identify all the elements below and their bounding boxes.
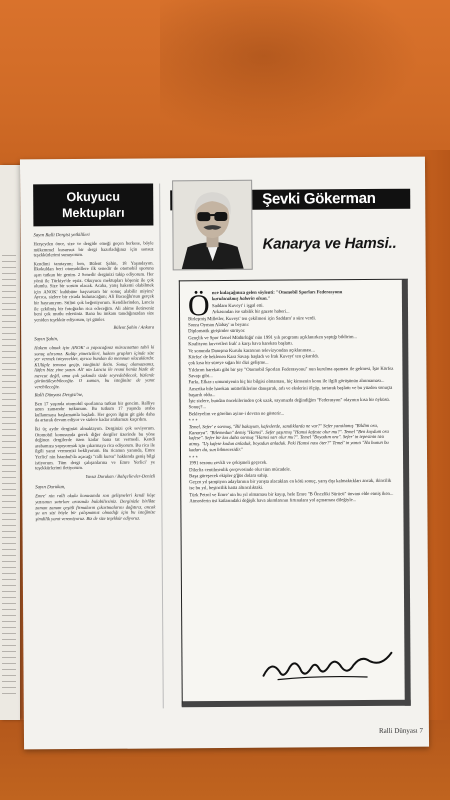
- previous-page-edge: [0, 165, 20, 720]
- author-name: Şevki Gökerman: [262, 189, 376, 208]
- article-line: Atmosferin üst katlarındaki değişik hava akımlarının fırtınalara yol açmaması dileğiyle...: [189, 498, 357, 505]
- article-line: Türk Petrol ve Emre' nin bu yıl olmaması bir kayıp, hele Emre "B Önceliki Sürücü" ünvanı elde etmiş iken...: [189, 491, 394, 498]
- column-divider: [159, 183, 164, 708]
- readers-letters-column: [33, 183, 157, 714]
- article-line: Diplomatik girişimler sürüyor.: [188, 329, 246, 335]
- previous-page-text-lines: [2, 255, 16, 695]
- article-line: Ve sonunda Danışma Kurulu kararının televizyondan açıklanması...: [188, 348, 315, 354]
- article-line: Sonuç?...: [188, 405, 207, 411]
- article-box: [179, 279, 411, 708]
- letter1-greeting: Sayın Ralli Dergisi yetkilileri: [33, 232, 90, 239]
- article-line: Birleşmiş Milletler, Kuveyt' ten çekilmesi için Saddam' a süre verdi.: [188, 315, 316, 322]
- article-line: Körfez' de beklenen Kara Savaşı başladı ve Irak Kuveyt' ten çıkarıldı.: [188, 354, 320, 361]
- article-line: Koalisyon kuvvetleri Irak' a karşı hava harekatı başlattı.: [188, 341, 293, 348]
- article-body: [188, 290, 394, 506]
- article-line: Dilerliz centilmenlik çerçevesinde olur tüm mücadele.: [189, 467, 291, 473]
- article-title: Kanarya ve Hamsi..: [262, 234, 397, 253]
- letter2-paragraph: İki üç aydır derginizi almaktayım. Derginizi çok seviyorum. Otomobil konusunda gerek diğer dergiler üzerinde bu yöne değinen dergilerde özen kadar bana tat vermedi. Kendi arabamıza yapıyormak için çıkarmaya rica ediyorum. Bu rica ile ilgili yanıt vermenizi bekliyorum. Bu ricamın yanında, Emre Yerlici' nin İstanbul'da açacağı "ralli kursu" hakkında geniş bilgi istiyorum. Tüm dergi çalışanlarına ve Emre Yerlici' ye teşekkürlerimi iletiyorum.: [34, 425, 156, 471]
- background-shadow: [160, 0, 420, 140]
- article-line: Gençlik ve Spor Genel Müdürlüğü' nün 1991 yılı programı açıklanırken yaptığı bildirim...: [188, 334, 358, 342]
- article-line: çok kısa bir süreye sığan bir dizi gelişme...: [188, 361, 269, 367]
- reply2-text: Emre' nin ralli okulu konusunda son gelişmeleri kendi köşe yazısının satırları arasında bulabilirsiniz. Derginizle birlikte zaman zaman çeşitli firmaların çıkartmalarını dağıtırız, ancak şu an sizi böyle bir çalışmamız olmadığı için bu isteğinize şimdilik yanıt veremiyoruz. Biz de size teşekkür ediyoruz.: [35, 492, 156, 522]
- article-line: Amerika bile harekatı müttefiklerine danışarak, arlı ve ekslerini ölçüp, tartarak başlattı ve bu yüzden sonuçta başarılı oldu...: [188, 385, 393, 398]
- portrait-illustration: [173, 181, 252, 270]
- reply2-greeting: Sayın Durukan,: [35, 485, 66, 491]
- section-separator: * * *: [188, 418, 198, 425]
- author-signature: [257, 645, 397, 686]
- article-line: Başa güreşecek ekipler g'ğüs dolara sahip.: [189, 473, 269, 480]
- magazine-page: [20, 157, 429, 750]
- drop-cap: Ö: [187, 289, 210, 323]
- letter1-paragraph: Herşeyden önce, size ve dergide emeği geçen herkese, böyle mükemmel kusursuz bir dergi hazırladığınız için sonsuz teşekkürlerimi sunuyorum.: [33, 240, 154, 258]
- page-footer: Ralli Dünyası 7: [378, 726, 423, 735]
- article-line: Yıldırım harekatı gibi bir şey "Otomobil Sporları Federasyonu" nun kurulma aşaması ile gelmesi, İşte Körfez Savaşı gibi...: [188, 366, 394, 380]
- reply1-greeting: Sayın Şahin,: [34, 337, 59, 343]
- letter1-paragraph: Kendimi tanıtayım; ben, Bülent Şahin, 18 Yaşındayım. İlkokuldan beri otomobillere ilk senedir de otomobil sporuna aşırı tutkun bir genim. 2 Senedir derginizi takip ediyorum. Her yönü ile Türkiye'de eşsiz. Okuyucu mektupları köşeniz ile çok olumlu. Size bir sorum olacak. Acaba, yarış hakemi olabilmek için ANOK' kulübüne başvursam bir sonuç alabilir miyim? Ayrıca, sizlere bir ricada bulunacağım; Ali Bacıoğlu'nun gerçek bir hayranıyım. Stilini çok beğeniyorum. Kendilerinden, Lancia ile çekilmiş bir fotoğrafın rica edeceğim. Ali abime iletirseniz beni çok mutlu edersiniz. Bana bu imkanı tanıdığınızdan size yeniden teşekkür ediyorum, iyi günler.: [33, 260, 155, 323]
- article-line: İşte sizlere, bundan öncekilerinden çok uzak, sayımızda değindiğim "Federasyon" olayının kısa bir öyküsü.: [188, 397, 390, 405]
- article-line: nce kulaçağınıza gelen söylenti: "Otomobil Sporları Federasyonu: [211, 290, 343, 297]
- article-line: Arkasından ise sabilik bir gazete haberi...: [212, 309, 290, 316]
- letter2-signature: Yavuz Durukan / Bahçelievler-Denizli: [85, 473, 156, 479]
- section-title-line1: Okuyucu: [66, 189, 121, 205]
- article-line: 1991 sezonu zevkli ve çekişmeli geçecek.: [189, 460, 268, 467]
- section-separator: * * *: [189, 454, 198, 461]
- reply1-text: Hakem olmak için ANOK' a yapacağınız müracaattan tabii ki sonuç alırsınız. Kulüp yöneticileri, hakem grupları içinde size yer vermek isteyecekler, ayrıca bundan da memnun olacaklardır. KUlüple temasa geçip, isteğinizi iletin. Sonuç alamazsanız, lütfen bize yine yazın. Ali' nin Lancia ile resmi henüz bizde de mevcut değil, ama çok yakında sizde seyredebilecek, bizlerde görüntüleyebileceğiz. O zaman, bu isteğinize de yanıt verebileceğiz.: [34, 344, 155, 390]
- article-line: Temel, Sefer' e sormuş, "Bil bakayum, kafeslerde, sandıklarda ne var?" Sefer yanıtlamış "Bildim ora, Kanarya". "Bilemedun" demiş "Hamsi". Sefer şaşırmış "Hamsi kafeste olur mu?". Temel "Ben koydum ora kafese". Sefer bir kez daha sormuş "Hamsi sarı olur mu?". Temel "Boyadım ora". Sefer' in tepesinin tası atmış. "Uş kafese kodun anladuk, boyadun anladuk. Peki Hamsi nası öter?" Temel' in yanıtı "Ha bunun bu kadarı da, sun bilmecesidir.": [188, 423, 389, 454]
- letter1-signature: Bülent Şahin / Ankara: [113, 324, 155, 331]
- column-article: [170, 179, 414, 706]
- article-line: Geçen yıl şampiyon adaylarının bir yarışta alacakları en kötü sonuç, yarış dışı kalmaktıkları ancak, ikincilik ise bu yıl, beşincilik hatta altıncılıktaki.: [189, 479, 392, 492]
- article-line: kurulacakmış haberin olsun.": [211, 297, 271, 303]
- article-line: Saddam Kuveyt' i işgal etti.: [211, 303, 264, 309]
- author-portrait-photo: [172, 180, 253, 271]
- section-title-line2: Mektupları: [62, 205, 125, 221]
- article-line: Sonra Oyman Alabay' ın beyanı:: [188, 322, 250, 329]
- section-title: [33, 183, 153, 226]
- article-line: Farkı, Efkar-ı umumiyenin hiç bir bilgisi olmaması, hiç kimsenin konu ile ilgili görüşünün alınmaması...: [188, 379, 385, 386]
- letter2-paragraph: Ben 17 yaşında otomobil sporlarına tutkun bir gencim. Ralliye uzun zamandır tutkunum. Bu tutkum 17 yaşında araba kullanmaya başlamamla başladı. Her geçen ilgim git gide daha da artarak devam ediyor ve sizlere kadar arabamızı kaçırdım.: [34, 400, 155, 423]
- letter2-greeting: Ralli Dünyası Dergisi'ne,: [34, 392, 84, 398]
- article-line: Bekleyelim ve görelim ayine-i devran ne gösterir...: [188, 411, 285, 417]
